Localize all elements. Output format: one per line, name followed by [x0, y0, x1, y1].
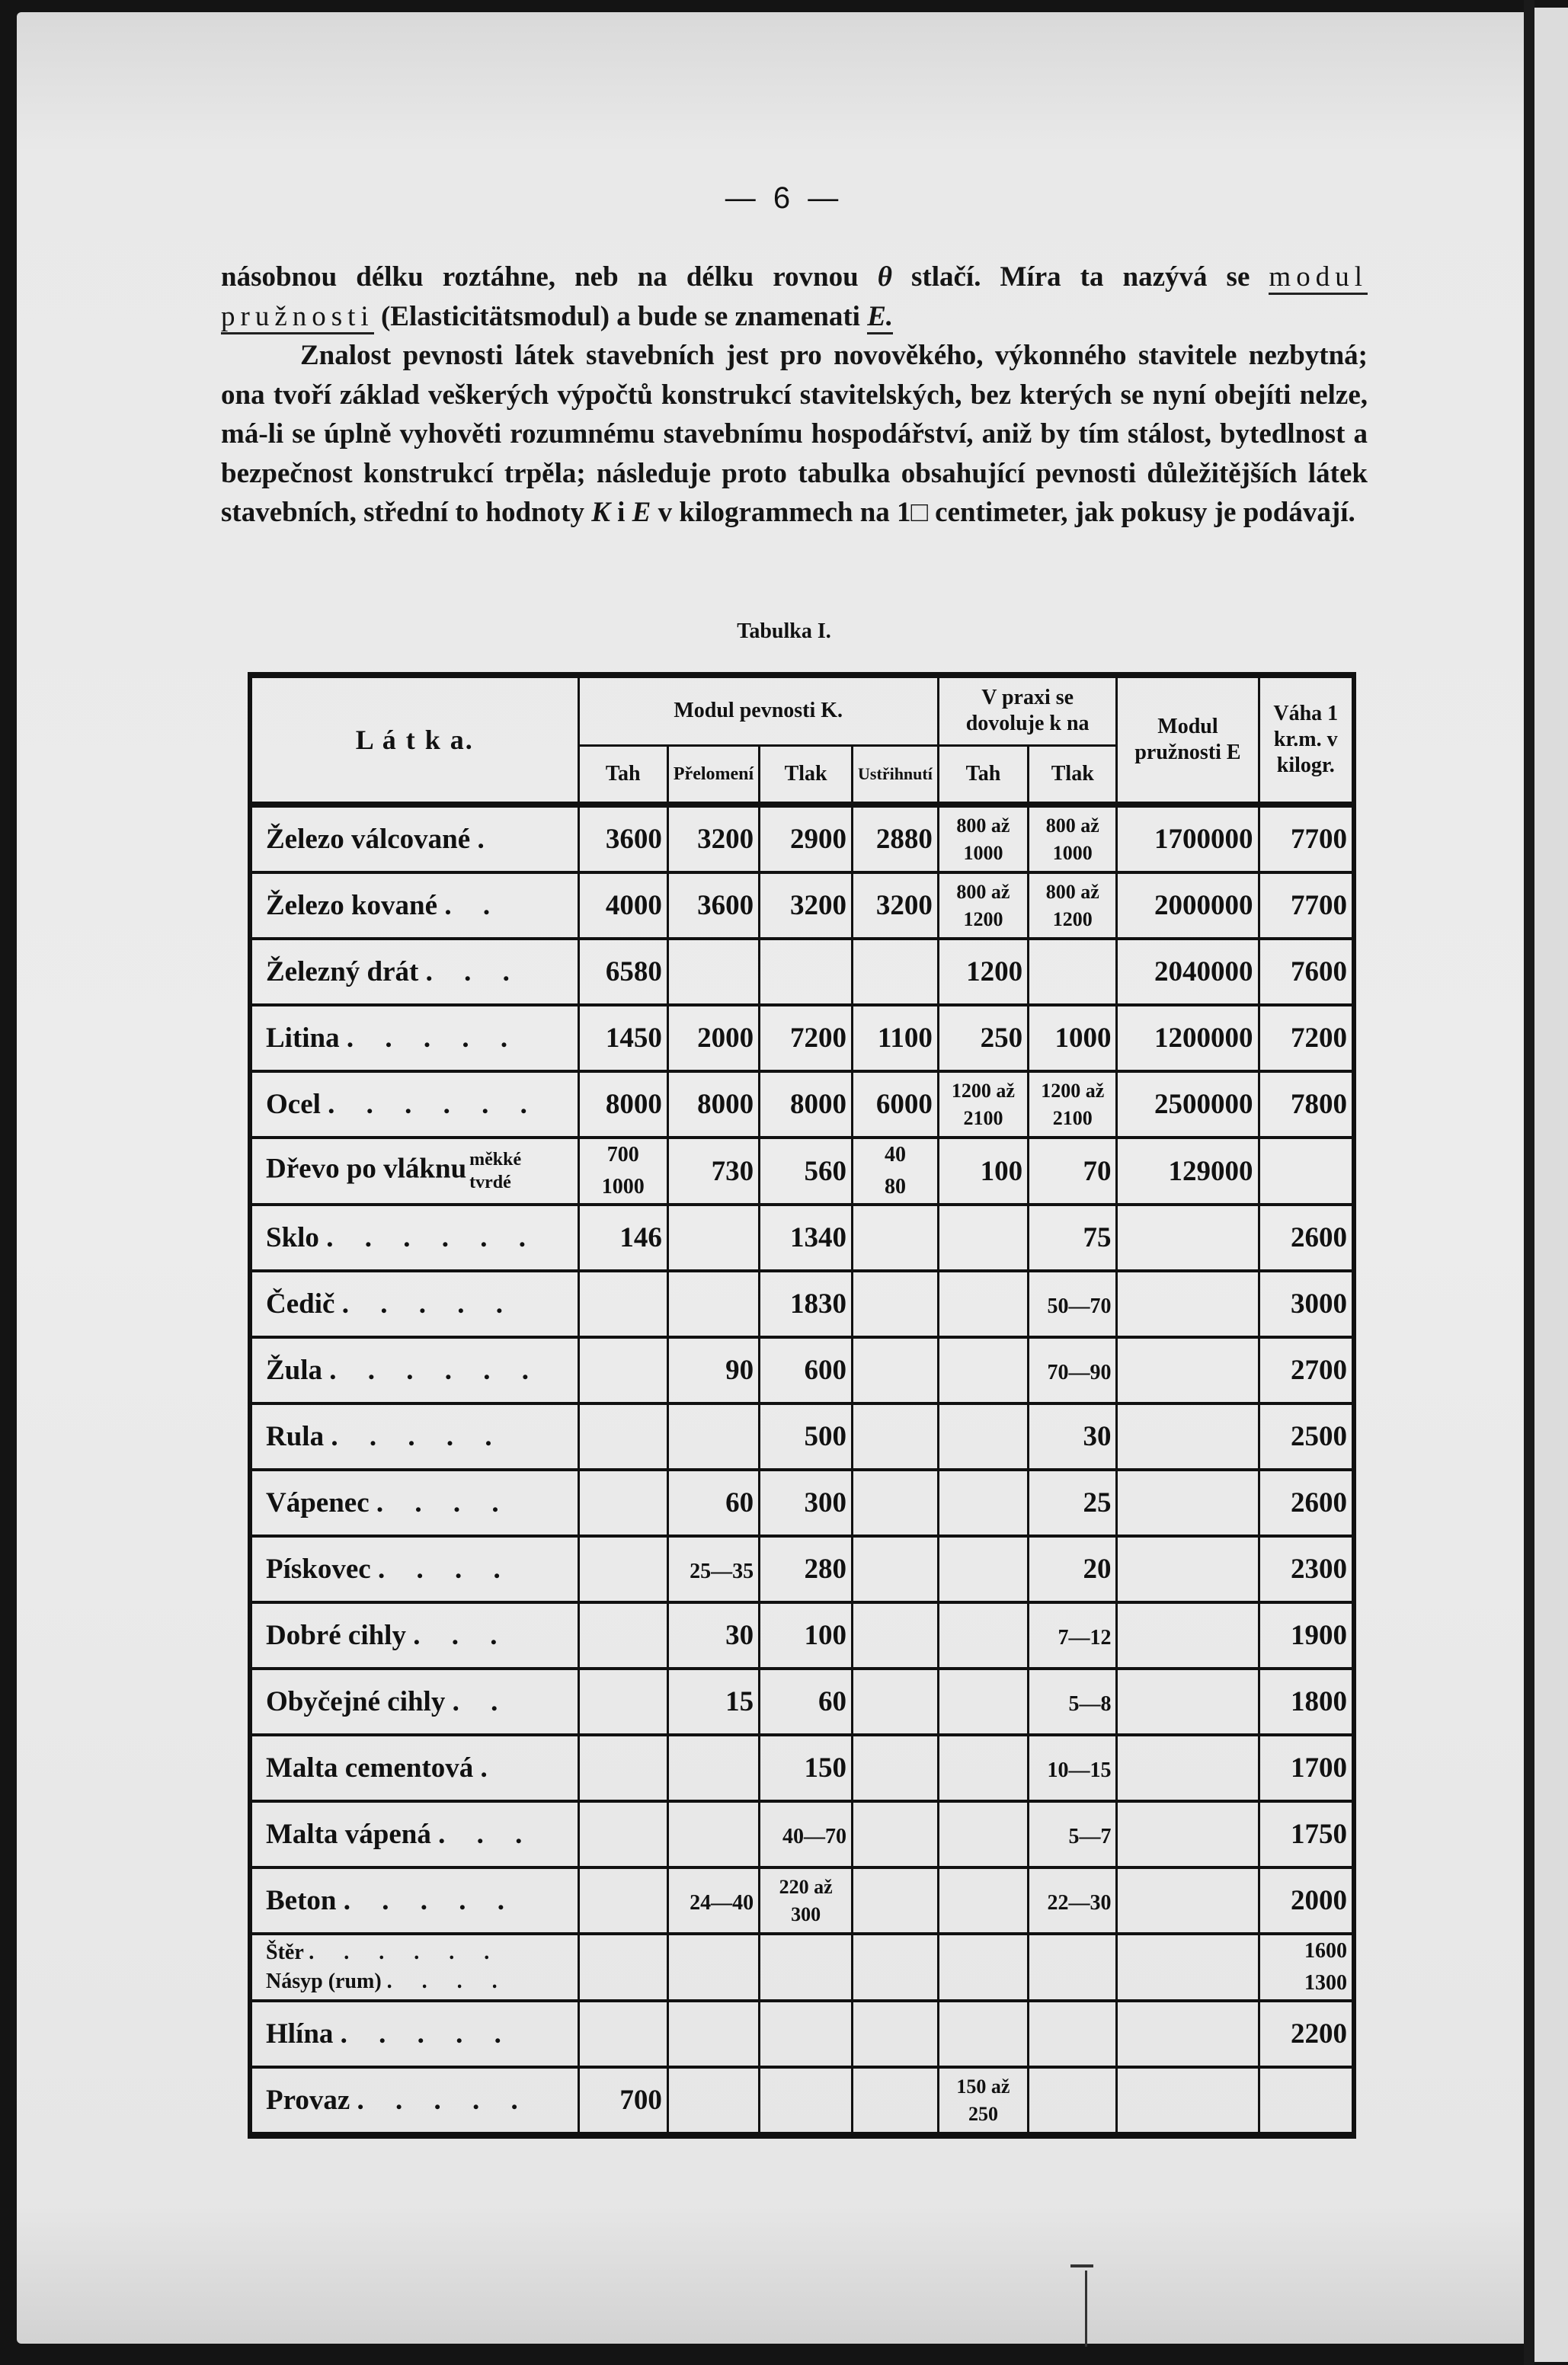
cell-modulus-e — [1117, 1205, 1259, 1271]
cell-k-tension — [578, 2001, 667, 2067]
cell-k-shear — [853, 1934, 939, 2001]
cell-k-bending: 30 — [667, 1602, 759, 1669]
cell-k-shear — [853, 1735, 939, 1801]
cell-weight: 7800 — [1259, 1071, 1354, 1138]
material-strength-table — [248, 672, 1356, 2139]
cell-k-compression: 40—70 — [760, 1801, 853, 1867]
cell-substance: Štěr . . . . . . Násyp (rum) . . . . — [250, 1934, 578, 2001]
cell-k-bending: 60 — [667, 1470, 759, 1536]
cell-k-compression — [760, 2067, 853, 2136]
cell-k-tension — [578, 1403, 667, 1470]
cell-k-shear — [853, 1602, 939, 1669]
cell-substance: Hlína . . . . . — [250, 2001, 578, 2067]
adjacent-page-edge — [1534, 8, 1568, 2362]
cell-modulus-e — [1117, 1602, 1259, 1669]
header-substance: L á t k a. — [250, 675, 578, 805]
cell-k-shear: 3200 — [853, 872, 939, 939]
cell-substance: Malta cementová . — [250, 1735, 578, 1801]
table-row — [250, 1602, 1354, 1669]
table-row — [250, 1735, 1354, 1801]
cell-weight: 1600 1300 — [1259, 1934, 1354, 2001]
cell-weight: 2700 — [1259, 1337, 1354, 1403]
theta-symbol: θ — [877, 261, 892, 293]
cell-substance: Provaz . . . . . — [250, 2067, 578, 2136]
header-k-shear: Ustřihnutí — [853, 745, 939, 805]
table-row — [250, 1867, 1354, 1934]
cell-p-tension — [938, 1934, 1028, 2001]
header-k-tension: Tah — [578, 745, 667, 805]
cell-p-compression: 1000 — [1029, 1005, 1117, 1071]
cell-substance: Rula . . . . . — [250, 1403, 578, 1470]
cell-p-compression: 10—15 — [1029, 1735, 1117, 1801]
cell-substance: Litina . . . . . — [250, 1005, 578, 1071]
cell-modulus-e: 2000000 — [1117, 872, 1259, 939]
cell-substance: Obyčejné cihly . . — [250, 1669, 578, 1735]
symbol-E: E. — [867, 301, 893, 334]
cell-k-compression: 60 — [760, 1669, 853, 1735]
cell-modulus-e — [1117, 1934, 1259, 2001]
cell-k-bending: 25—35 — [667, 1536, 759, 1602]
cell-k-bending — [667, 1205, 759, 1271]
cell-substance: Dřevo po vláknu měkké tvrdé — [250, 1138, 578, 1205]
cell-k-bending: 2000 — [667, 1005, 759, 1071]
cell-modulus-e: 1700000 — [1117, 805, 1259, 872]
cell-p-tension: 250 — [938, 1005, 1028, 1071]
cell-k-shear: 1100 — [853, 1005, 939, 1071]
cell-p-tension — [938, 2001, 1028, 2067]
cell-k-compression: 600 — [760, 1337, 853, 1403]
cell-modulus-e — [1117, 1536, 1259, 1602]
cell-p-compression — [1029, 2067, 1117, 2136]
cell-weight: 7200 — [1259, 1005, 1354, 1071]
cell-p-compression: 70 — [1029, 1138, 1117, 1205]
cell-k-tension — [578, 1470, 667, 1536]
cell-k-tension — [578, 1934, 667, 2001]
wood-soft-label: měkké — [469, 1150, 522, 1170]
cell-p-tension — [938, 1867, 1028, 1934]
cell-weight: 2300 — [1259, 1536, 1354, 1602]
cell-weight: 1750 — [1259, 1801, 1354, 1867]
cell-k-shear: 2880 — [853, 805, 939, 872]
table-row — [250, 1669, 1354, 1735]
cell-k-tension — [578, 1536, 667, 1602]
table-row — [250, 1337, 1354, 1403]
cell-p-compression — [1029, 939, 1117, 1005]
cell-weight: 7700 — [1259, 805, 1354, 872]
cell-modulus-e — [1117, 1801, 1259, 1867]
cell-substance: Sklo . . . . . . — [250, 1205, 578, 1271]
cell-k-compression: 560 — [760, 1138, 853, 1205]
table-row — [250, 1205, 1354, 1271]
cell-p-tension — [938, 1205, 1028, 1271]
cell-p-compression: 7—12 — [1029, 1602, 1117, 1669]
cell-k-tension: 700 1000 — [578, 1138, 667, 1205]
cell-k-bending: 730 — [667, 1138, 759, 1205]
scan-artifact — [1085, 2271, 1087, 2347]
symbol-K: K — [591, 497, 610, 528]
scan-artifact — [1070, 2264, 1093, 2267]
cell-k-compression: 500 — [760, 1403, 853, 1470]
cell-k-shear — [853, 1536, 939, 1602]
cell-k-bending — [667, 939, 759, 1005]
cell-substance: Železo válcované . — [250, 805, 578, 872]
cell-k-shear — [853, 1801, 939, 1867]
header-practice: V praxi se dovoluje k na — [938, 675, 1117, 745]
cell-p-compression: 70—90 — [1029, 1337, 1117, 1403]
cell-weight: 2500 — [1259, 1403, 1354, 1470]
cell-substance: Pískovec . . . . — [250, 1536, 578, 1602]
cell-p-tension: 1200 až 2100 — [938, 1071, 1028, 1138]
header-modulus-e: Modul pružnosti E — [1117, 675, 1259, 805]
symbol-E-2: E — [632, 497, 651, 528]
cell-k-shear — [853, 1470, 939, 1536]
cell-weight: 1900 — [1259, 1602, 1354, 1669]
cell-p-compression — [1029, 1934, 1117, 2001]
cell-k-shear — [853, 1271, 939, 1337]
cell-k-compression: 3200 — [760, 872, 853, 939]
cell-k-shear: 6000 — [853, 1071, 939, 1138]
cell-modulus-e: 2040000 — [1117, 939, 1259, 1005]
cell-p-tension: 100 — [938, 1138, 1028, 1205]
cell-weight: 7600 — [1259, 939, 1354, 1005]
cell-weight: 7700 — [1259, 872, 1354, 939]
cell-k-tension: 146 — [578, 1205, 667, 1271]
cell-k-tension: 700 — [578, 2067, 667, 2136]
body-text — [221, 258, 1368, 533]
cell-k-compression — [760, 1934, 853, 2001]
cell-k-compression — [760, 2001, 853, 2067]
cell-substance: Ocel . . . . . . — [250, 1071, 578, 1138]
table-row — [250, 2067, 1354, 2136]
cell-modulus-e — [1117, 2067, 1259, 2136]
cell-k-tension: 3600 — [578, 805, 667, 872]
cell-p-tension: 150 až 250 — [938, 2067, 1028, 2136]
header-weight: Váha 1 kr.m. v kilogr. — [1259, 675, 1354, 805]
table-row — [250, 1138, 1354, 1205]
table-row — [250, 939, 1354, 1005]
cell-p-tension — [938, 1602, 1028, 1669]
table-row — [250, 1005, 1354, 1071]
cell-substance: Čedič . . . . . — [250, 1271, 578, 1337]
cell-p-compression: 1200 až 2100 — [1029, 1071, 1117, 1138]
cell-k-tension — [578, 1669, 667, 1735]
cell-k-bending: 8000 — [667, 1071, 759, 1138]
cell-k-tension: 4000 — [578, 872, 667, 939]
cell-p-compression: 800 až 1000 — [1029, 805, 1117, 872]
cell-p-compression: 75 — [1029, 1205, 1117, 1271]
cell-p-compression: 800 až 1200 — [1029, 872, 1117, 939]
cell-weight: 1800 — [1259, 1669, 1354, 1735]
table-row — [250, 805, 1354, 872]
cell-p-compression — [1029, 2001, 1117, 2067]
cell-k-tension: 6580 — [578, 939, 667, 1005]
cell-k-compression: 1340 — [760, 1205, 853, 1271]
cell-k-shear: 40 80 — [853, 1138, 939, 1205]
cell-weight: 3000 — [1259, 1271, 1354, 1337]
term-modul-pruznosti: modul pružnosti — [221, 261, 1368, 334]
cell-weight: 1700 — [1259, 1735, 1354, 1801]
table-caption: Tabulka I. — [737, 619, 831, 643]
cell-k-bending — [667, 2067, 759, 2136]
cell-substance: Žula . . . . . . — [250, 1337, 578, 1403]
header-p-tension: Tah — [938, 745, 1028, 805]
cell-substance: Železný drát . . . — [250, 939, 578, 1005]
cell-k-bending: 24—40 — [667, 1867, 759, 1934]
cell-modulus-e — [1117, 1669, 1259, 1735]
cell-k-tension: 8000 — [578, 1071, 667, 1138]
cell-p-tension — [938, 1669, 1028, 1735]
cell-k-shear — [853, 1669, 939, 1735]
cell-p-compression: 50—70 — [1029, 1271, 1117, 1337]
cell-k-bending — [667, 2001, 759, 2067]
cell-k-compression: 1830 — [760, 1271, 853, 1337]
cell-p-tension — [938, 1735, 1028, 1801]
cell-substance: Vápenec . . . . — [250, 1470, 578, 1536]
header-k-bending: Přelomení — [667, 745, 759, 805]
cell-p-compression: 30 — [1029, 1403, 1117, 1470]
cell-modulus-e — [1117, 1337, 1259, 1403]
cell-weight — [1259, 2067, 1354, 2136]
cell-k-tension: 1450 — [578, 1005, 667, 1071]
cell-k-compression: 7200 — [760, 1005, 853, 1071]
page-number: — 6 — — [725, 181, 843, 215]
table-row — [250, 1934, 1354, 2001]
cell-modulus-e — [1117, 2001, 1259, 2067]
cell-k-bending — [667, 1403, 759, 1470]
cell-k-compression: 8000 — [760, 1071, 853, 1138]
cell-k-bending — [667, 1735, 759, 1801]
cell-k-shear — [853, 1403, 939, 1470]
cell-substance: Malta vápená . . . — [250, 1801, 578, 1867]
cell-k-bending — [667, 1801, 759, 1867]
cell-substance: Beton . . . . . — [250, 1867, 578, 1934]
cell-k-compression: 100 — [760, 1602, 853, 1669]
cell-p-compression: 25 — [1029, 1470, 1117, 1536]
table-row — [250, 2001, 1354, 2067]
header-p-compression: Tlak — [1029, 745, 1117, 805]
header-k-compression: Tlak — [760, 745, 853, 805]
table-row — [250, 1801, 1354, 1867]
cell-weight: 2600 — [1259, 1470, 1354, 1536]
cell-k-shear — [853, 2067, 939, 2136]
cell-k-tension — [578, 1337, 667, 1403]
cell-modulus-e — [1117, 1470, 1259, 1536]
paragraph-1: násobnou délku roztáhne, neb na délku rovnou θ stlačí. Míra ta nazývá se modul pružnosti (Elasticitätsmodul) a bude se znamenati E. — [221, 258, 1368, 336]
cell-k-compression: 280 — [760, 1536, 853, 1602]
table-row — [250, 1271, 1354, 1337]
cell-k-shear — [853, 1205, 939, 1271]
cell-weight: 2200 — [1259, 2001, 1354, 2067]
cell-p-tension — [938, 1470, 1028, 1536]
cell-substance: Železo kované . . — [250, 872, 578, 939]
cell-modulus-e: 129000 — [1117, 1138, 1259, 1205]
cell-k-bending: 3200 — [667, 805, 759, 872]
cell-k-shear — [853, 2001, 939, 2067]
cell-k-bending — [667, 1271, 759, 1337]
cell-modulus-e: 1200000 — [1117, 1005, 1259, 1071]
cell-modulus-e — [1117, 1867, 1259, 1934]
cell-k-tension — [578, 1735, 667, 1801]
cell-k-compression: 220 až 300 — [760, 1867, 853, 1934]
cell-p-tension — [938, 1337, 1028, 1403]
table-row — [250, 1403, 1354, 1470]
cell-p-tension: 1200 — [938, 939, 1028, 1005]
cell-modulus-e — [1117, 1735, 1259, 1801]
table-row — [250, 1470, 1354, 1536]
cell-weight: 2600 — [1259, 1205, 1354, 1271]
cell-p-compression: 20 — [1029, 1536, 1117, 1602]
cell-p-tension: 800 až 1200 — [938, 872, 1028, 939]
table-row — [250, 1536, 1354, 1602]
page-gutter — [1524, 0, 1534, 2365]
cell-k-tension — [578, 1602, 667, 1669]
cell-k-shear — [853, 939, 939, 1005]
cell-p-tension — [938, 1536, 1028, 1602]
cell-k-bending — [667, 1934, 759, 2001]
cell-k-shear — [853, 1867, 939, 1934]
cell-p-tension — [938, 1271, 1028, 1337]
cell-weight — [1259, 1138, 1354, 1205]
cell-k-shear — [853, 1337, 939, 1403]
cell-k-bending: 15 — [667, 1669, 759, 1735]
cell-p-tension — [938, 1403, 1028, 1470]
cell-modulus-e — [1117, 1271, 1259, 1337]
wood-hard-label: tvrdé — [469, 1173, 511, 1192]
cell-k-compression: 150 — [760, 1735, 853, 1801]
cell-weight: 2000 — [1259, 1867, 1354, 1934]
cell-k-compression: 2900 — [760, 805, 853, 872]
cell-k-tension — [578, 1801, 667, 1867]
cell-k-tension — [578, 1867, 667, 1934]
table-row — [250, 872, 1354, 939]
cell-p-compression: 5—7 — [1029, 1801, 1117, 1867]
cell-k-tension — [578, 1271, 667, 1337]
cell-p-compression: 22—30 — [1029, 1867, 1117, 1934]
paragraph-2: Znalost pevnosti látek stavebních jest pro novověkého, výkonného stavitele nezbytná; ona tvoří základ veškerých výpočtů konstrukcí stavitelských, bez kterých se nyní obejíti nelze, má-li se úplně vyhověti rozumnému stavebnímu hospodářství, aniž by tím stálost, bytedlnost a bezpečnost konstrukcí trpěla; následuje proto tabulka obsahující pevnosti důležitějších látek stavebních, střední to hodnoty K i E v kilogrammech na 1□ centimeter, jak pokusy je podávají. — [221, 340, 1368, 528]
header-modulus-k: Modul pevnosti K. — [578, 675, 938, 745]
cell-p-tension: 800 až 1000 — [938, 805, 1028, 872]
cell-k-compression — [760, 939, 853, 1005]
cell-k-bending: 3600 — [667, 872, 759, 939]
cell-k-compression: 300 — [760, 1470, 853, 1536]
cell-p-compression: 5—8 — [1029, 1669, 1117, 1735]
table-row — [250, 1071, 1354, 1138]
cell-modulus-e: 2500000 — [1117, 1071, 1259, 1138]
cell-modulus-e — [1117, 1403, 1259, 1470]
cell-p-tension — [938, 1801, 1028, 1867]
cell-substance: Dobré cihly . . . — [250, 1602, 578, 1669]
cell-k-bending: 90 — [667, 1337, 759, 1403]
